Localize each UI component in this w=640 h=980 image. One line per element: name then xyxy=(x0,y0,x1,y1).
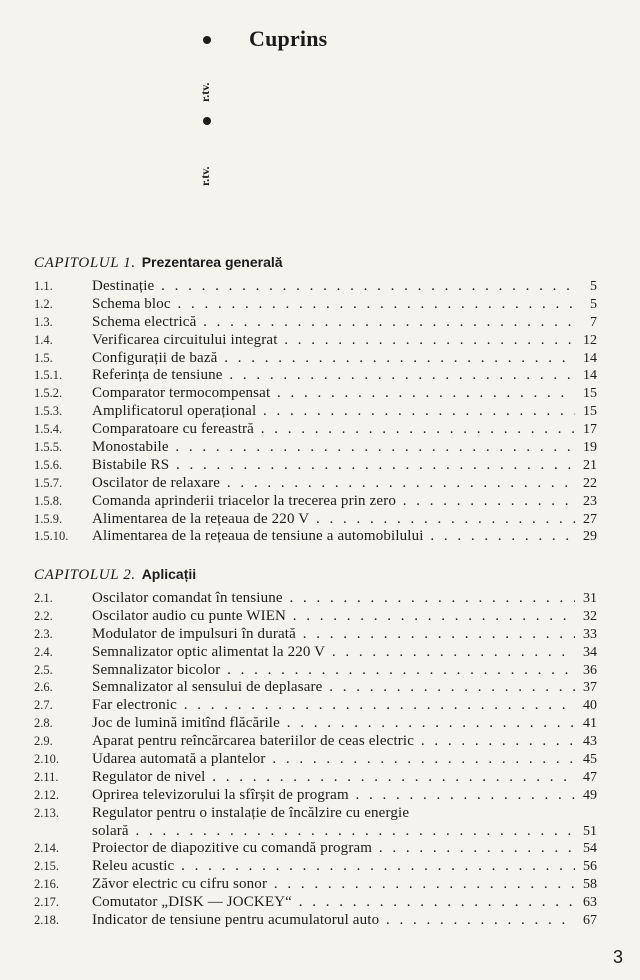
chapter-2-toc xyxy=(34,590,597,930)
entry-number: 1.5.5. xyxy=(34,440,63,455)
entry-page: 34 xyxy=(583,644,597,660)
entry-number: 1.5.10. xyxy=(34,529,69,544)
entry-title: Proiector de diapozitive cu comandă program . . . xyxy=(92,840,575,858)
toc-entry xyxy=(34,421,597,439)
entry-title: Comanda aprinderii triacelor la trecerea prin zero . . . xyxy=(92,493,575,511)
entry-title: Oscilator comandat în tensiune . . . xyxy=(92,590,575,608)
toc-entry xyxy=(34,912,597,930)
entry-page: 63 xyxy=(583,895,597,911)
entry-title: Semnalizator al sensului de deplasare . . . xyxy=(92,679,575,697)
entry-title: solară . . . xyxy=(92,823,575,841)
entry-page: 67 xyxy=(583,913,597,929)
entry-title: Indicator de tensiune pentru acumulatorul auto . . . xyxy=(92,912,575,930)
toc-entry xyxy=(34,493,597,511)
toc-entry xyxy=(34,475,597,493)
entry-title: Alimentarea de la rețeaua de tensiune a automobilului . . . xyxy=(92,528,575,546)
entry-number: 2.6. xyxy=(34,680,53,695)
page-title: Cuprins xyxy=(249,26,328,51)
entry-page: 29 xyxy=(583,529,597,545)
toc-entry xyxy=(34,769,597,787)
entry-number: 2.7. xyxy=(34,698,53,713)
entry-title: Semnalizator bicolor . . . xyxy=(92,662,575,680)
entry-number: 2.14. xyxy=(34,841,59,856)
entry-number: 1.5.3. xyxy=(34,404,63,419)
entry-title: Zăvor electric cu cifru sonor . . . xyxy=(92,876,575,894)
toc-entry xyxy=(34,590,597,608)
chapter-1-label: CAPITOLUL 1. xyxy=(34,255,136,271)
entry-page: 51 xyxy=(583,823,597,839)
entry-title: Bistabile RS . . . xyxy=(92,457,575,475)
entry-number: 2.3. xyxy=(34,626,53,641)
entry-title: Oscilator audio cu punte WIEN . . . xyxy=(92,608,575,626)
toc-entry xyxy=(34,751,597,769)
entry-number: 2.10. xyxy=(34,752,59,767)
entry-number: 1.5.4. xyxy=(34,422,63,437)
entry-page: 36 xyxy=(583,662,597,678)
entry-title: Configurații de bază . . . xyxy=(92,350,575,368)
vertical-mark-bottom: r.tv. xyxy=(198,166,212,186)
entry-page: 14 xyxy=(583,350,597,366)
toc-entry xyxy=(34,733,597,751)
toc-entry xyxy=(34,350,597,368)
toc-entry xyxy=(34,332,597,350)
toc-entry xyxy=(34,876,597,894)
entry-number: 1.2. xyxy=(34,296,53,311)
toc-entry-continuation xyxy=(34,823,597,841)
entry-page: 40 xyxy=(583,698,597,714)
entry-title: Far electronic . . . xyxy=(92,697,575,715)
entry-page: 37 xyxy=(583,680,597,696)
entry-page: 17 xyxy=(583,422,597,438)
entry-title: Aparat pentru reîncărcarea bateriilor de ceas electric . . . xyxy=(92,733,575,751)
entry-number: 1.3. xyxy=(34,314,53,329)
entry-page: 41 xyxy=(583,716,597,732)
entry-page: 21 xyxy=(583,457,597,473)
entry-number: 1.5. xyxy=(34,350,53,365)
entry-page: 23 xyxy=(583,493,597,509)
entry-page: 7 xyxy=(590,314,597,330)
entry-page: 12 xyxy=(583,332,597,348)
entry-number: 2.13. xyxy=(34,805,59,820)
entry-title: Comparatoare cu fereastră . . . xyxy=(92,421,575,439)
entry-page: 14 xyxy=(583,368,597,384)
toc-entry xyxy=(34,608,597,626)
entry-page: 22 xyxy=(583,475,597,491)
toc-entry xyxy=(34,644,597,662)
entry-number: 1.5.9. xyxy=(34,511,63,526)
entry-title: Alimentarea de la rețeaua de 220 V . . . xyxy=(92,511,575,529)
toc-entry xyxy=(34,715,597,733)
chapter-2-heading xyxy=(34,566,196,584)
entry-number: 1.5.8. xyxy=(34,493,63,508)
entry-title: Comutator „DISK — JOCKEY“ . . . xyxy=(92,894,575,912)
entry-page: 15 xyxy=(583,386,597,402)
chapter-1-toc xyxy=(34,278,597,546)
entry-number: 2.8. xyxy=(34,716,53,731)
entry-title: Oprirea televizorului la sfîrșit de program . . . xyxy=(92,787,575,805)
entry-page: 56 xyxy=(583,859,597,875)
entry-title: Joc de lumină imitînd flăcările . . . xyxy=(92,715,575,733)
toc-entry xyxy=(34,278,597,296)
entry-page: 45 xyxy=(583,752,597,768)
entry-page: 33 xyxy=(583,626,597,642)
entry-number: 2.16. xyxy=(34,877,59,892)
toc-entry xyxy=(34,457,597,475)
entry-title: Destinație . . . xyxy=(92,278,575,296)
bullet-icon xyxy=(203,36,211,44)
toc-entry xyxy=(34,858,597,876)
toc-entry xyxy=(34,679,597,697)
entry-title: Oscilator de relaxare . . . xyxy=(92,475,575,493)
entry-page: 58 xyxy=(583,877,597,893)
entry-number: 2.5. xyxy=(34,662,53,677)
entry-number: 2.4. xyxy=(34,644,53,659)
entry-number: 2.11. xyxy=(34,769,59,784)
vertical-mark-top: r.tv. xyxy=(198,82,212,102)
entry-number: 2.17. xyxy=(34,895,59,910)
entry-page: 27 xyxy=(583,511,597,527)
toc-entry xyxy=(34,626,597,644)
entry-page: 15 xyxy=(583,404,597,420)
entry-number: 1.1. xyxy=(34,279,53,293)
chapter-2-label: CAPITOLUL 2. xyxy=(34,567,136,583)
entry-page: 31 xyxy=(583,591,597,606)
entry-page: 49 xyxy=(583,787,597,803)
toc-entry xyxy=(34,385,597,403)
toc-entry xyxy=(34,296,597,314)
entry-number: 2.12. xyxy=(34,787,59,802)
entry-number: 1.5.7. xyxy=(34,475,63,490)
entry-number: 2.1. xyxy=(34,591,53,605)
chapter-1-heading xyxy=(34,254,283,272)
toc-entry xyxy=(34,528,597,546)
toc-entry xyxy=(34,314,597,332)
entry-title: Modulator de impulsuri în durată . . . xyxy=(92,626,575,644)
chapter-2-name: Aplicații xyxy=(141,566,197,582)
entry-title: Amplificatorul operațional . . . xyxy=(92,403,575,421)
entry-title: Schema bloc . . . xyxy=(92,296,575,314)
entry-title: Semnalizator optic alimentat la 220 V . . . xyxy=(92,644,575,662)
entry-title: Monostabile . . . xyxy=(92,439,575,457)
entry-page: 32 xyxy=(583,608,597,624)
entry-title: Regulator de nivel . . . xyxy=(92,769,575,787)
entry-page: 5 xyxy=(590,279,597,294)
toc-entry xyxy=(34,805,597,823)
toc-entry xyxy=(34,403,597,421)
toc-entry xyxy=(34,439,597,457)
toc-entry xyxy=(34,787,597,805)
entry-number: 1.5.1. xyxy=(34,368,63,383)
entry-title: Regulator pentru o instalație de încălzire cu energie xyxy=(92,804,410,821)
entry-title: Schema electrică . . . xyxy=(92,314,575,332)
toc-entry xyxy=(34,511,597,529)
chapter-1-name: Prezentarea generală xyxy=(141,254,283,270)
toc-entry xyxy=(34,697,597,715)
entry-number: 1.5.6. xyxy=(34,457,63,472)
entry-title: Comparator termocompensat . . . xyxy=(92,385,575,403)
toc-entry xyxy=(34,367,597,385)
toc-entry xyxy=(34,840,597,858)
toc-entry xyxy=(34,662,597,680)
entry-number: 1.4. xyxy=(34,332,53,347)
entry-number: 1.5.2. xyxy=(34,386,63,401)
entry-number: 2.18. xyxy=(34,913,59,928)
toc-entry xyxy=(34,894,597,912)
entry-page: 47 xyxy=(583,769,597,785)
entry-title: Releu acustic . . . xyxy=(92,858,575,876)
entry-page: 54 xyxy=(583,841,597,857)
entry-number: 2.2. xyxy=(34,608,53,623)
entry-page: 19 xyxy=(583,440,597,456)
entry-title: Referința de tensiune . . . xyxy=(92,367,575,385)
entry-page: 43 xyxy=(583,734,597,750)
entry-number: 2.9. xyxy=(34,734,53,749)
bullet-icon xyxy=(203,117,211,125)
entry-number: 2.15. xyxy=(34,859,59,874)
contents-header xyxy=(0,0,640,230)
entry-title: Udarea automată a plantelor . . . xyxy=(92,751,575,769)
entry-title: Verificarea circuitului integrat . . . xyxy=(92,332,575,350)
page-number: 3 xyxy=(613,947,624,967)
entry-page: 5 xyxy=(590,296,597,312)
